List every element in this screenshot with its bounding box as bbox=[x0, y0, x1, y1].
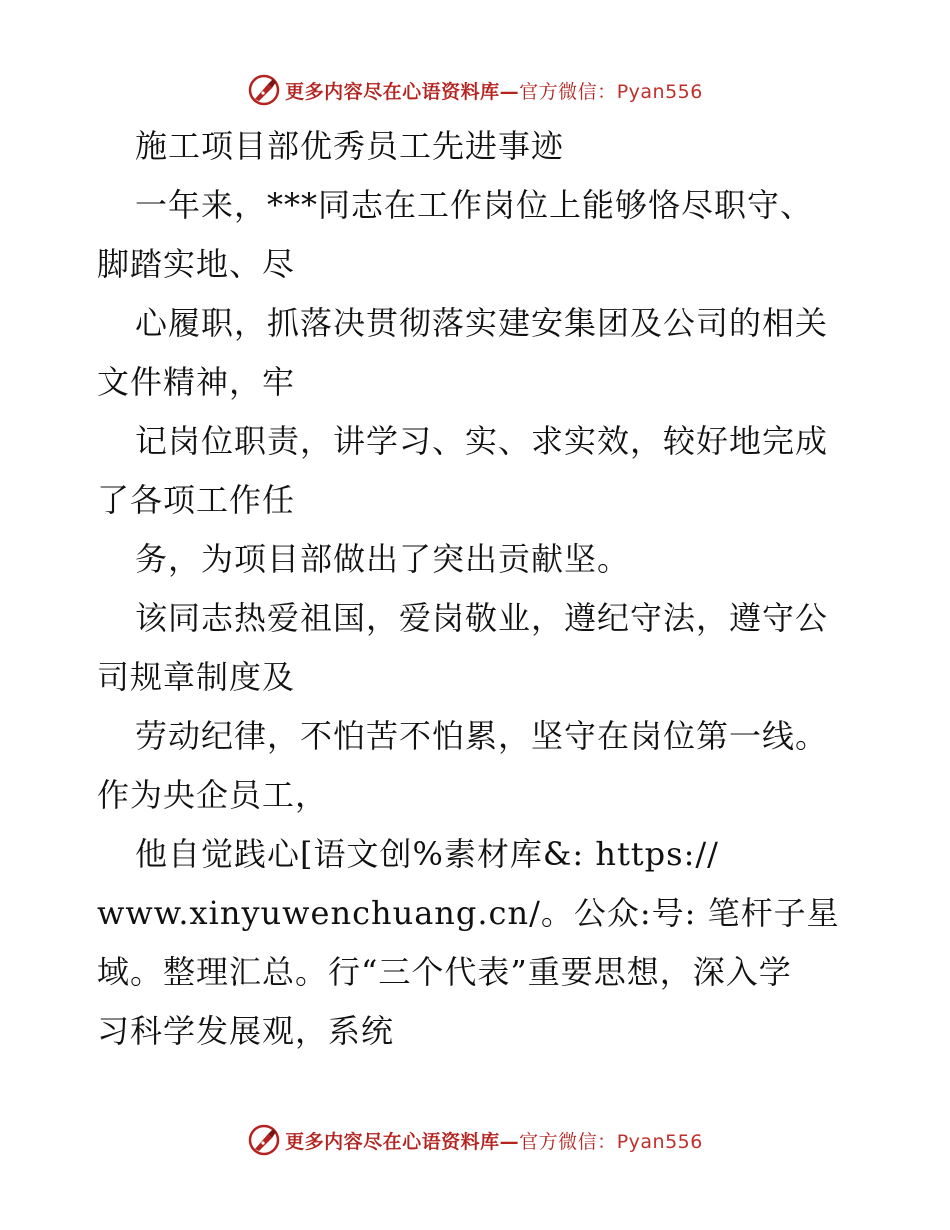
paragraph-line: 他自觉践心[语文创%素材库&: https:// bbox=[135, 835, 719, 873]
header-banner-title: 更多内容尽在心语资料库 bbox=[285, 80, 500, 103]
footer-wechat-label: 官方微信： bbox=[519, 1130, 617, 1153]
paragraph-line: 记岗位职责，讲学习、实、求实效，较好地完成 bbox=[135, 422, 829, 460]
pen-nib-logo-icon bbox=[247, 73, 281, 107]
paragraph-line: 文件精神，牢 bbox=[97, 363, 296, 401]
paragraph-line: 务，为项目部做出了突出贡献坚。 bbox=[135, 540, 631, 578]
footer-wechat-id: Pyan556 bbox=[616, 1130, 703, 1153]
footer-banner-title: 更多内容尽在心语资料库 bbox=[285, 1130, 500, 1153]
paragraph-line: 劳动纪律，不怕苦不怕累，坚守在岗位第一线。 bbox=[135, 717, 829, 755]
paragraph-line: 该同志热爱祖国，爱岗敬业，遵纪守法，遵守公 bbox=[135, 599, 829, 637]
header-banner-dash: — bbox=[499, 80, 520, 103]
footer-banner-text bbox=[285, 1127, 703, 1154]
footer-banner bbox=[0, 1120, 950, 1160]
header-wechat-id: Pyan556 bbox=[616, 80, 703, 103]
footer-banner-dash: — bbox=[499, 1130, 520, 1153]
document-title: 施工项目部优秀员工先进事迹 bbox=[135, 127, 565, 165]
pen-nib-logo-icon bbox=[247, 1123, 281, 1157]
header-banner-text bbox=[285, 77, 703, 104]
header-banner bbox=[0, 70, 950, 110]
paragraph-line: 心履职，抓落决贯彻落实建安集团及公司的相关 bbox=[135, 304, 829, 342]
paragraph-line: 脚踏实地、尽 bbox=[97, 245, 296, 283]
paragraph-line: 司规章制度及 bbox=[97, 658, 296, 696]
paragraph-line: 习科学发展观，系统 bbox=[97, 1012, 395, 1050]
paragraph-line: 一年来，***同志在工作岗位上能够恪尽职守、 bbox=[135, 186, 814, 224]
paragraph-line: 域。整理汇总。行“三个代表”重要思想，深入学 bbox=[97, 953, 792, 991]
paragraph-line: www.xinyuwenchuang.cn/。公众:号: 笔杆子星 bbox=[97, 894, 840, 932]
header-wechat-label: 官方微信： bbox=[519, 80, 617, 103]
paragraph-line: 作为央企员工， bbox=[97, 776, 329, 814]
paragraph-line: 了各项工作任 bbox=[97, 481, 296, 519]
